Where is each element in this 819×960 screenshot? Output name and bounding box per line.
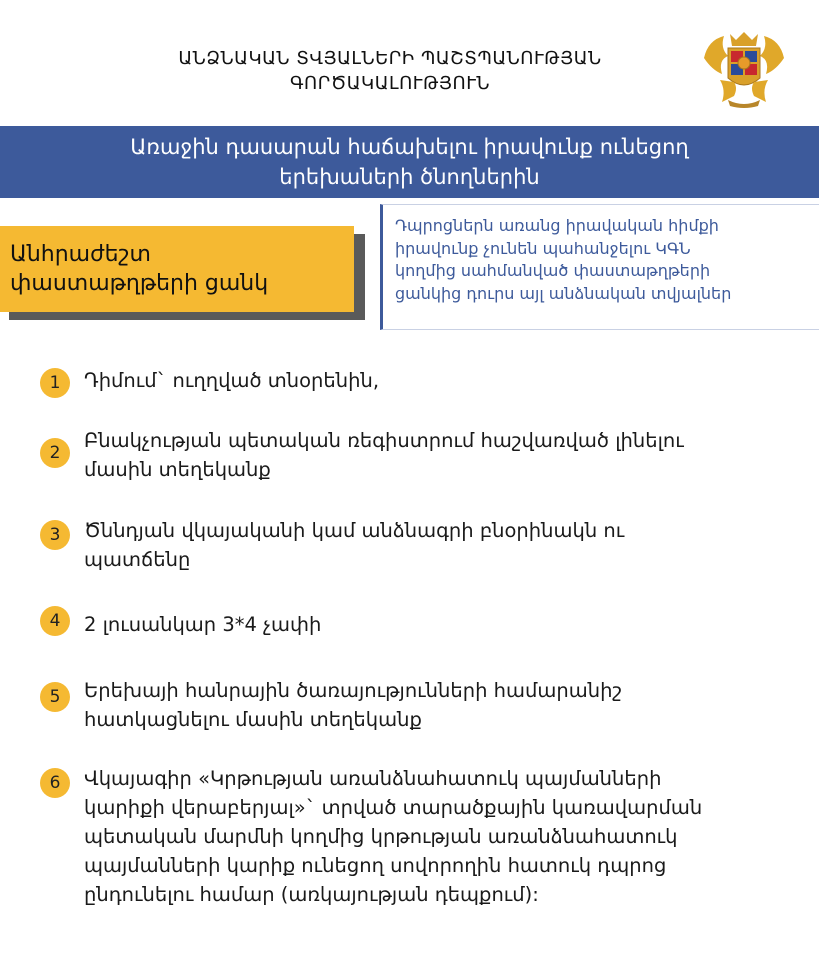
- item-text-line: պատճենը: [84, 548, 191, 571]
- item-number-badge: 5: [40, 682, 70, 712]
- item-text: [84, 516, 804, 574]
- notice-box: [380, 204, 819, 330]
- item-text-line: Երեխայի հանրային ծառայությունների համարանիշ: [84, 679, 623, 702]
- item-text-line: Բնակչության պետական ռեգիստրում հաշվառված լինելու: [84, 429, 684, 452]
- item-text-line: Ծննդյան վկայականի կամ անձնագրի բնօրինակն ու: [84, 519, 625, 542]
- item-text-line: 2 լուսանկար 3*4 չափի: [84, 613, 322, 636]
- notice-line-4: ցանկից դուրս այլ անձնական տվյալներ: [395, 283, 732, 303]
- item-text: [84, 426, 804, 484]
- item-number-badge: 4: [40, 606, 70, 636]
- agency-name: [120, 46, 660, 96]
- item-text-line: կարիքի վերաբերյալ»` տրված տարածքային կառավարման: [84, 796, 703, 819]
- notice-line-1: Դպրոցներն առանց իրավական հիմքի: [395, 216, 719, 235]
- item-text-line: պետական մարմնի կողմից կրթության առանձնահատուկ: [84, 825, 678, 848]
- item-text-line: Դիմում` ուղղված տնօրենին,: [84, 369, 380, 392]
- item-number-badge: 2: [40, 438, 70, 468]
- notice-line-2: իրավունք չունեն պահանջելու ԿԳՆ: [395, 238, 691, 258]
- banner-line-1: Առաջին դասարան հաճախելու իրավունք ունեցող: [130, 135, 689, 159]
- armenia-coat-of-arms-icon: [700, 30, 788, 110]
- item-text-line: պայմանների կարիք ունեցող սովորողին հատուկ դպրոց: [84, 854, 667, 877]
- item-text-line: Վկայագիր «Կրթության առանձնահատուկ պայմանների: [84, 767, 662, 790]
- item-text: [84, 610, 804, 639]
- agency-name-line-1: ԱՆՁՆԱԿԱՆ ՏՎՅԱԼՆԵՐԻ ՊԱՇՏՊԱՆՈՒԹՅԱՆ: [178, 48, 602, 69]
- title-banner: [0, 126, 819, 198]
- banner-line-2: երեխաների ծնողներին: [279, 165, 540, 189]
- item-text-line: հատկացնելու մասին տեղեկանք: [84, 708, 422, 731]
- item-number-badge: 3: [40, 520, 70, 550]
- item-text-line: մասին տեղեկանք: [84, 458, 271, 481]
- item-number-badge: 6: [40, 768, 70, 798]
- item-text-line: ընդունելու համար (առկայության դեպքում):: [84, 883, 539, 906]
- agency-name-line-2: ԳՈՐԾԱԿԱԼՈՒԹՅՈՒՆ: [289, 73, 490, 94]
- notice-line-3: կողմից սահմանված փաստաթղթերի: [395, 261, 711, 280]
- section-title-line-1: Անհրաժեշտ: [10, 242, 151, 267]
- item-text: [84, 676, 804, 734]
- item-number-badge: 1: [40, 368, 70, 398]
- section-title: [0, 226, 354, 312]
- section-title-line-2: փաստաթղթերի ցանկ: [10, 271, 269, 296]
- item-text: [84, 366, 804, 395]
- item-text: [84, 764, 804, 909]
